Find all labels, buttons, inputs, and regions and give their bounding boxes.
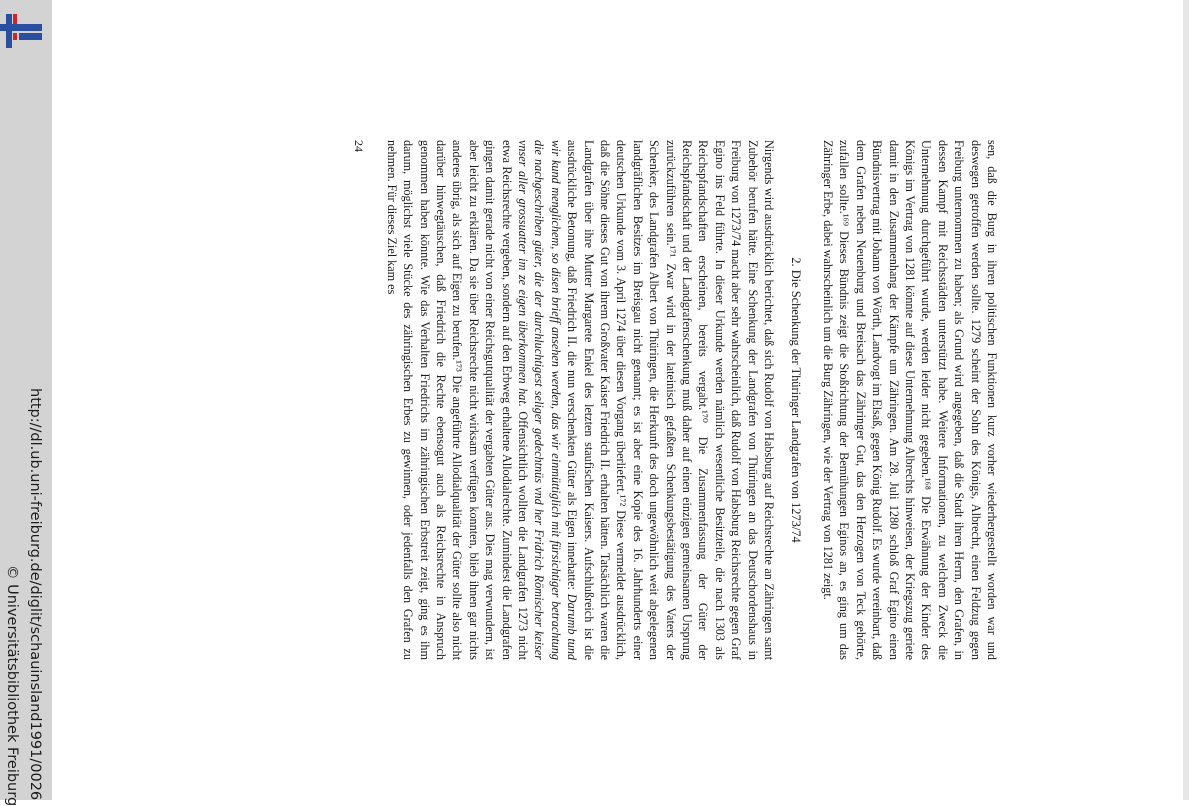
paragraph-2 [383, 140, 777, 660]
paragraph-1: sen, daß die Burg in ihren politischen Funktionen kurz vorher wiederhergestellt worden war und deswegen getroffen werden sollte. 1279 scheint der Sohn des Königs, Albrecht, einen Feldzug gegen Freiburg unternommen zu haben; als Grund wird angegeben, daß die Stadt ihren Herrn, den Grafen, in dessen Kampf mit Reichsstädten unterstützt habe. Weitere Informationen, zu welchem Zweck die Unternehmung durchgeführt wurde, werden leider nicht gegeben.¹⁶⁸ Die Erwähnung der Kinder des Königs im Vertrag von 1281 könnte auf diese Unternehmung Albrechts hinweisen, der Kriegszug geriete damit in den Zusammenhang der Kämpfe um Zähringen. Am 28. Juli 1280 schloß Graf Egino einen Bündnisvertrag mit Johann von Wörth, Landvogt im Elsaß, gegen König Rudolf. Es wurde vereinbart, daß dem Grafen neben Neuenburg und Breisach das Zähringer Gut, das den Herzogen von Teck gehörte, zufallen sollte.¹⁶⁹ Dieses Bündnis zeigt die Stoßrichtung der Bemühungen Eginos an, es ging um das Zähringer Erbe, dabei wahrscheinlich um die Burg Zähringen, wie der Vertrag von 1281 zeigt. [820, 140, 999, 660]
section-heading: 2. Die Schenkung der Thüringer Landgrafen von 1273/74 [788, 257, 803, 543]
paragraph-2-text-a: Nirgends wird ausdrücklich berichtet, daß sich Rudolf von Habsburg auf Reichsrechte an Zähringen samt Zubehör berufen hätte. Eine Schenkung der Landgrafen von Thüringen an das Deutschordenshaus in Freiburg von 1273/74 macht aber sehr wahrscheinlich, daß Rudolf von Habsburg Reichsrechte gegen Graf Egino ins Feld führte. In dieser Urkunde werden nämlich wesentliche Besitzteile, die nach 1303 als Reichspfandschaften erscheinen, bereits vergabt.¹⁷⁰ Die Zusammenfassung der Güter der Reichspfandschaft und der Landgrafenschenkung muß daher auf einen einzigen gemeinsamen Ursprung zurückzuführen sein.¹⁷¹ Zwar wird in der lateinisch gefaßten Schenkungsbestätigung des Vaters der Schenker, des Landgrafen Albert von Thüringen, die Herkunft des doch ungewöhnlich weit abgelegenen landgräflichen Besitzes im Breisgau nicht genannt; es ist aber eine Kopie des 16. Jahrhunderts einer deutschen Urkunde vom 3. April 1274 über diesen Vorgang überliefert.¹⁷² Diese vermeldet ausdrücklich, daß die Söhne dieses Gut von ihrem Großvater Kaiser Friedrich II. erhalten hätten. Tatsächlich waren die Landgrafen über ihre Mutter Margarete Enkel des letzten staufischen Kaisers. Aufschlußreich ist die ausdrückliche Betonung, daß Friedrich II. die nun verschenkten Güter als Eigen innehatte: [565, 140, 777, 660]
paragraph-2-text-b: Offensichtlich wollten die Landgrafen 1273 nicht etwa Reichsrechte vergeben, sondern auf den Erbweg erhaltene Allodialrechte. Zumindest die Landgrafen gingen damit gerade nicht von einer Reichsgutqualität der vergabten Güter aus. Dies mag verwundern, ist aber leicht zu erklären. Da sie über Reichsrechte nicht wirksam verfügen konnten, blieb ihnen gar nichts anderes übrig, als sich auf Eigen zu berufen.¹⁷³ Die angeführte Allodialqualität der Güter sollte also nicht darüber hinwegtäuschen, daß Friedrich die Rechte ebensogut auch als Reichsrechte in Anspruch genommen haben könnte. Wie das Verhalten Friedrichs im zähringischen Erbstreit zeigt, ging es ihm darum, möglichst viele Stücke des zähringischen Erbes zu gewinnen, oder jedenfalls den Grafen zu nehmen. Für dieses Ziel kam es [384, 140, 531, 661]
watermark [0, 0, 52, 806]
document-page [240, 140, 1000, 660]
watermark-copyright: © Universitätsbibliothek Freiburg [4, 565, 20, 806]
sidebar [0, 0, 52, 806]
paragraph-2-quote: Darumb tund wir kund menglichem, so disen brieff ansehen werden, das wir einmüttiglich mit fürsichtiger betrachtung die nachgeschriben güter, die der durchluchtigest seliger gedechtnüs vnd her Fridrich Römischer keiser vnser aller grossuatter im ze eigen überkommen hat. [516, 140, 580, 661]
watermark-url[interactable]: http://dl.ub.uni-freiburg.de/diglit/schauinsland1991/0026 [27, 388, 43, 801]
page-number: 24 [352, 140, 367, 152]
page-edge [1183, 0, 1189, 800]
